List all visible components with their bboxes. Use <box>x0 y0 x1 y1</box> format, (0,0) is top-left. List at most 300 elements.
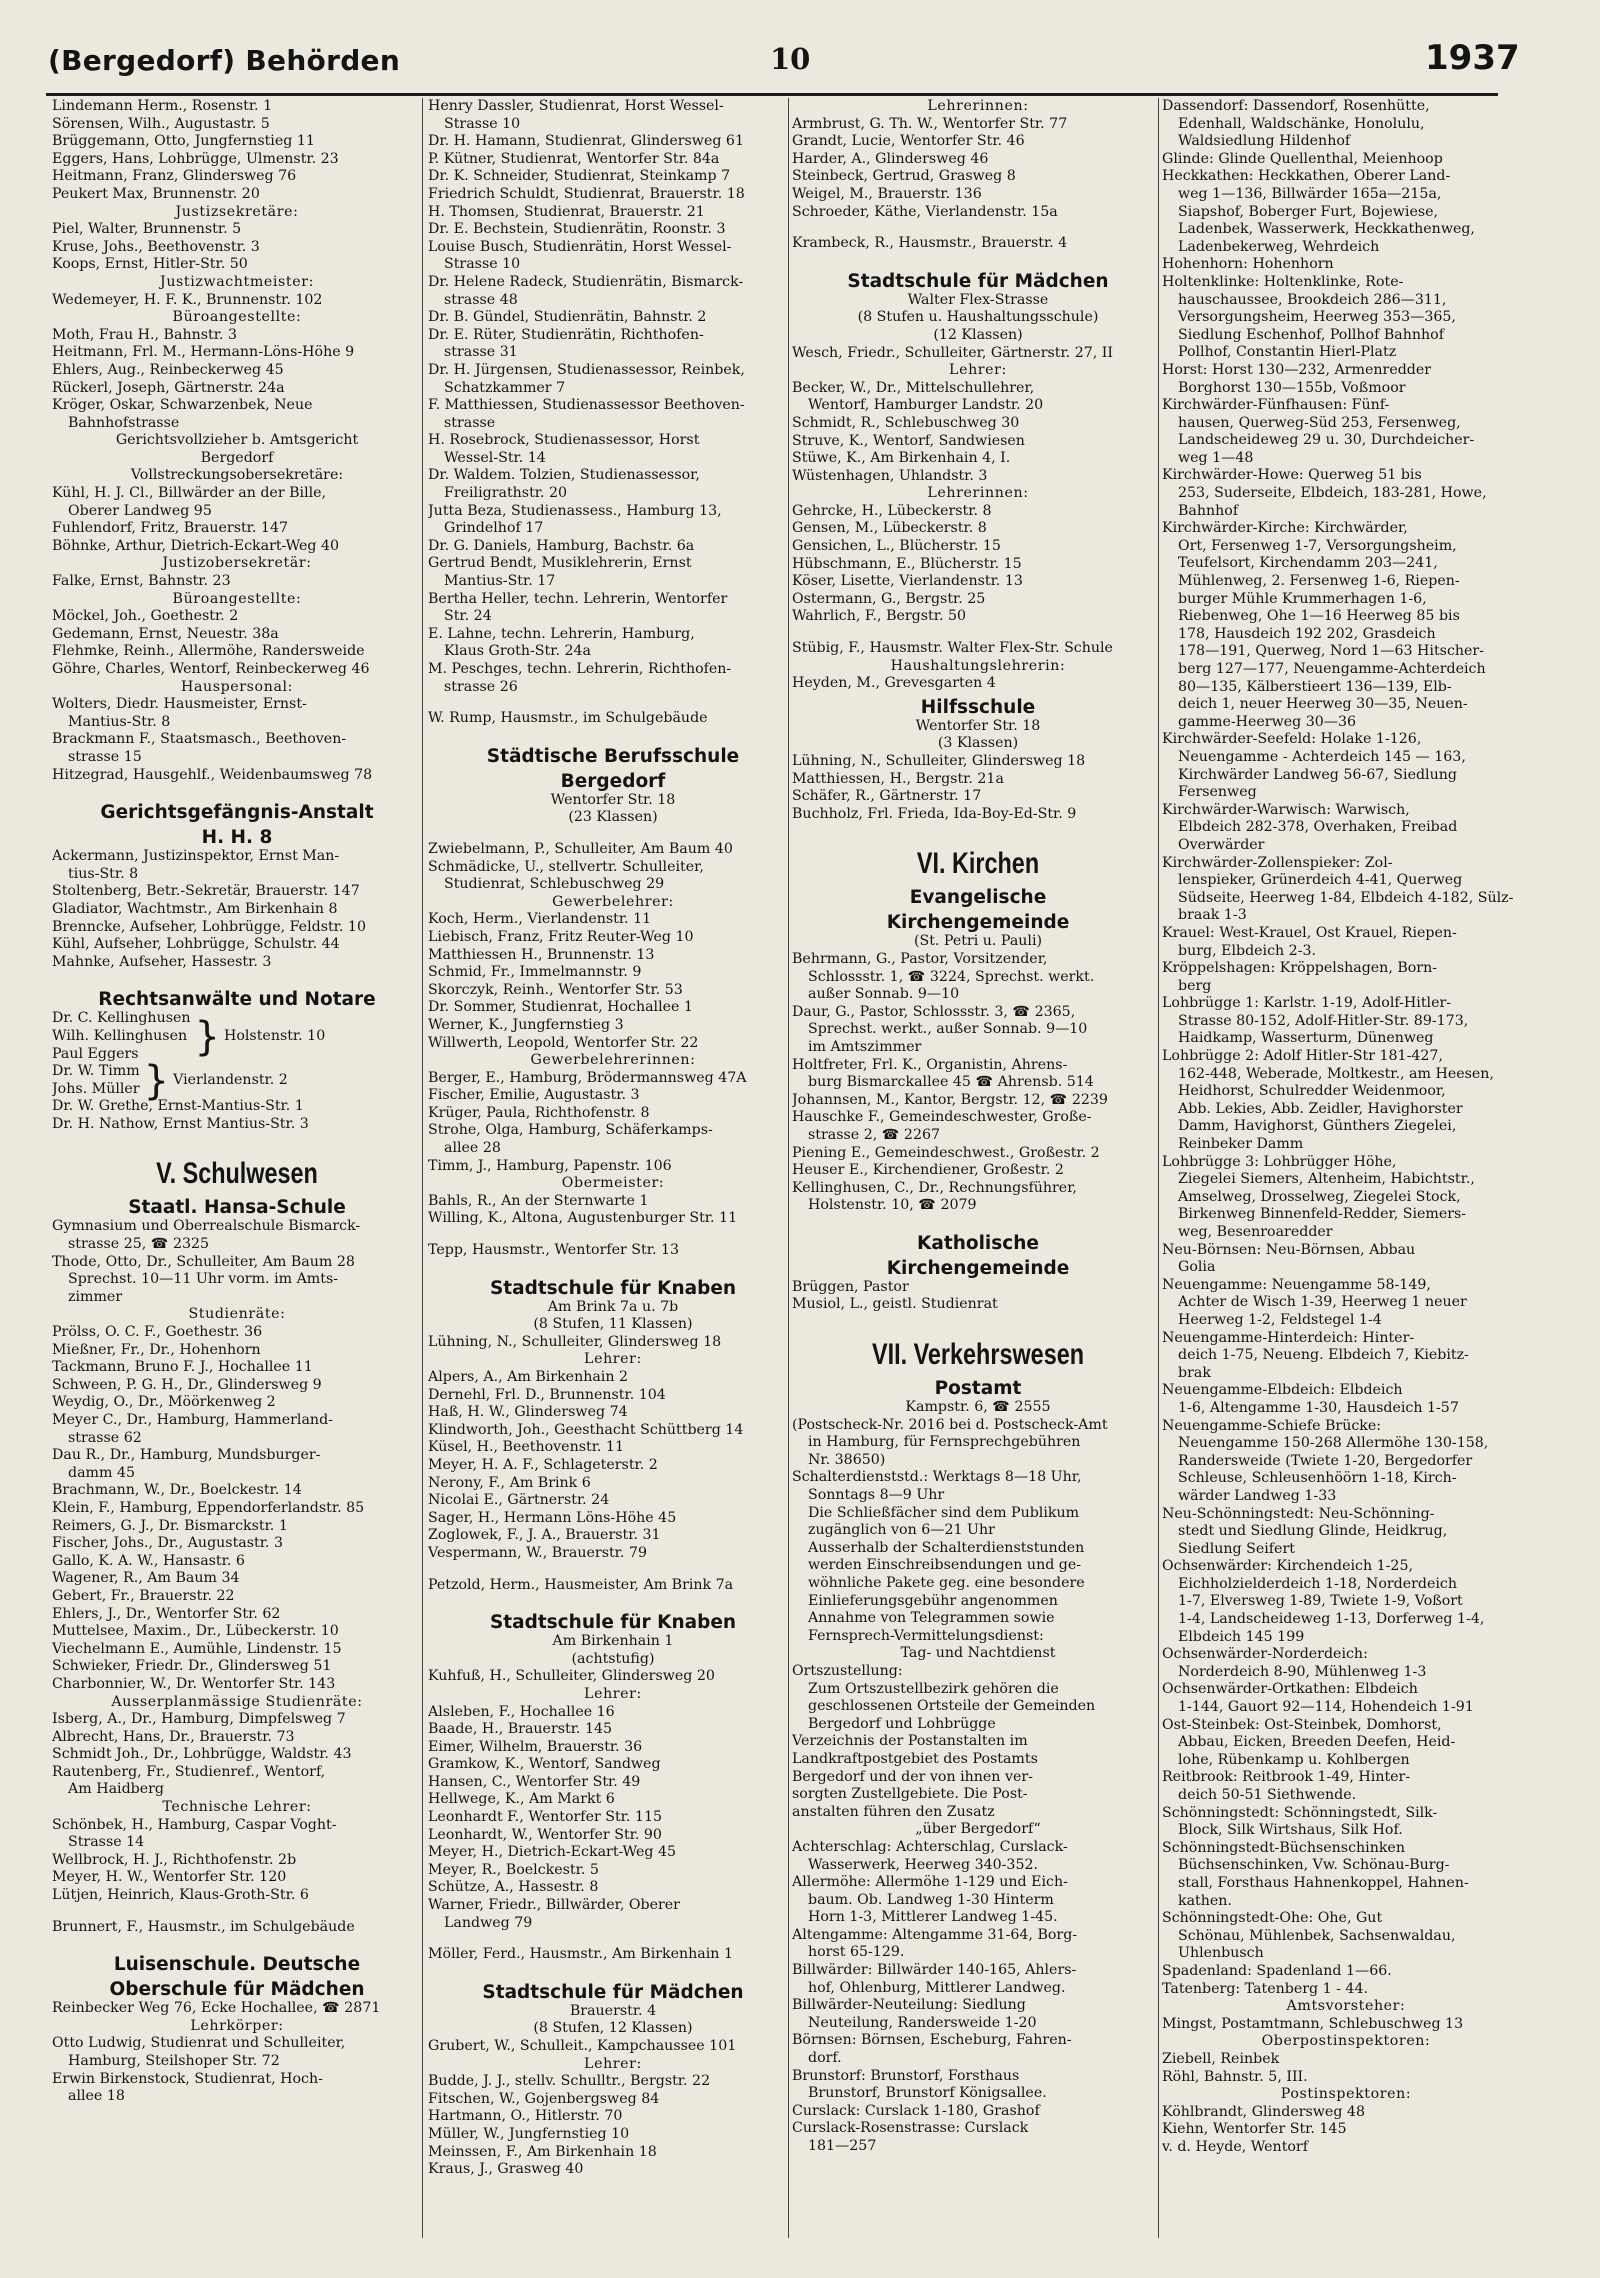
entry-line: Billwärder-Neuteilung: Siedlung <box>792 1997 1026 2014</box>
entry-line: Bahls, R., An der Sternwarte 1 <box>428 1192 649 1209</box>
entry-continuation: Bahnhofstrasse <box>68 414 180 431</box>
entry-continuation: Nr. 38650) <box>808 1451 886 1468</box>
entry-continuation: Landscheideweg 29 u. 30, Durchdeicher- <box>1178 432 1475 449</box>
entry-line: Meyer C., Dr., Hamburg, Hammerland- <box>52 1412 333 1428</box>
entry-line: Dr. W. Grethe, Ernst-Mantius-Str. 1 <box>52 1098 304 1115</box>
entry-line: Ziebell, Reinbek <box>1162 2050 1280 2067</box>
grouped-address: Vierlandenstr. 2 <box>173 1071 288 1088</box>
entry-line: Ehlers, Aug., Reinbeckerweg 45 <box>52 361 284 378</box>
entry-continuation: deich 1-75, Neueng. Elbdeich 7, Kiebitz- <box>1178 1347 1469 1364</box>
spacer <box>428 1964 798 1978</box>
entry-line: Ochsenwärder-Norderdeich: <box>1162 1646 1368 1663</box>
entry-line: Gehrcke, H., Lübeckerstr. 8 <box>792 502 992 519</box>
entry-line: M. Peschges, techn. Lehrerin, Richthofen- <box>428 661 732 677</box>
entry-continuation: Sprechst. werkt., außer Sonnab. 9—10 <box>808 1021 1088 1038</box>
spacer <box>52 1133 422 1147</box>
entry-line: Börnsen: Börnsen, Escheburg, Fahren- <box>792 2032 1072 2049</box>
entry-continuation: wöhnliche Pakete geg. eine besondere <box>808 1575 1085 1591</box>
entry-line: Charbonnier, W., Dr. Wentorfer Str. 143 <box>52 1675 336 1692</box>
entry-continuation: Sprechst. 10—11 Uhr vorm. im Amts- <box>68 1271 339 1288</box>
section-heading: Stadtschule für Mädchen <box>482 1981 744 2003</box>
centered-line: Walter Flex-Strasse <box>907 291 1049 308</box>
entry-continuation: Achter de Wisch 1-39, Heerweg 1 neuer <box>1178 1294 1467 1311</box>
entry-line: Schmädicke, U., stellvertr. Schulleiter, <box>428 858 704 875</box>
entry-continuation: Am Haidberg <box>68 1781 165 1798</box>
grouped-entry <box>52 1010 422 1063</box>
entry-continuation: Elbdeich 282-378, Overhaken, Freibad <box>1178 819 1458 836</box>
entry-line: Brüggen, Pastor <box>792 1278 909 1295</box>
entry-continuation: braak 1-3 <box>1178 907 1247 924</box>
entry-continuation: Overwärder <box>1178 836 1265 853</box>
entry-line: Wolters, Diedr. Hausmeister, Ernst- <box>52 696 307 713</box>
subheading: Technische Lehrer: <box>162 1799 312 1816</box>
entry-line: Kröppelshagen: Kröppelshagen, Born- <box>1162 960 1438 977</box>
entry-line: Steinbeck, Gertrud, Grasweg 8 <box>792 168 1016 185</box>
entry-line: Meyer, H. W., Wentorfer Str. 120 <box>52 1869 287 1886</box>
chapter-heading: V. Schulwesen <box>156 1157 318 1191</box>
entry-continuation: Büchsenschinken, Vw. Schönau-Burg- <box>1178 1857 1450 1874</box>
entry-line: Mingst, Postamtmann, Schlebuschweg 13 <box>1162 2015 1464 2032</box>
entry-line: Neuengamme-Elbdeich: Elbdeich <box>1162 1382 1403 1399</box>
entry-continuation: im Amtszimmer <box>808 1038 922 1055</box>
entry-line: Matthiessen H., Brunnenstr. 13 <box>428 946 655 963</box>
section-heading: Städtische Berufsschule <box>486 745 740 767</box>
entry-line: Curslack-Rosenstrasse: Curslack <box>792 2120 1029 2137</box>
entry-line: Harder, A., Glindersweg 46 <box>792 150 989 167</box>
entry-line: Heitmann, Frl. M., Hermann-Löns-Höhe 9 <box>52 344 355 361</box>
entry-line: Schwieker, Friedr. Dr., Glindersweg 51 <box>52 1658 332 1675</box>
entry-line: Brenncke, Aufseher, Lohbrügge, Feldstr. 10 <box>52 918 366 935</box>
entry-line: Reitbrook: Reitbrook 1-49, Hinter- <box>1162 1769 1411 1786</box>
entry-line: Kühl, Aufseher, Lohbrügge, Schulstr. 44 <box>52 936 340 953</box>
centered-line: (achtstufig) <box>571 1650 655 1667</box>
entry-continuation: strasse <box>444 414 496 431</box>
entry-line: Flehmke, Reinh., Allermöhe, Randersweide <box>52 643 365 660</box>
entry-continuation: Sonntags 8—9 Uhr <box>808 1487 945 1504</box>
spacer <box>52 1905 422 1919</box>
entry-continuation: Neuteilung, Randersweide 1-20 <box>808 2014 1037 2031</box>
grouped-name: Wilh. Kellinghusen <box>52 1027 188 1044</box>
entry-line: Dr. Waldem. Tolzien, Studienassessor, <box>428 467 700 484</box>
entry-line: Petzold, Herm., Hausmeister, Am Brink 7a <box>428 1576 734 1593</box>
brace-icon: } <box>194 1013 220 1060</box>
entry-line: Ochsenwärder: Kirchendeich 1-25, <box>1162 1558 1413 1575</box>
entry-continuation: allee 28 <box>444 1140 501 1157</box>
entry-line: Liebisch, Franz, Fritz Reuter-Weg 10 <box>428 928 694 945</box>
spacer <box>52 1936 422 1950</box>
centered-line: Am Brink 7a u. 7b <box>547 1298 679 1315</box>
spacer <box>792 253 1164 267</box>
entry-line: Wahrlich, F., Bergstr. 50 <box>792 608 967 625</box>
column-divider <box>1158 98 1159 2238</box>
entry-line: Hansen, C., Wentorfer Str. 49 <box>428 1773 641 1790</box>
entry-line: Meyer, R., Boelckestr. 5 <box>428 1861 599 1878</box>
entry-continuation: Holstenstr. 10, ☎ 2079 <box>808 1197 977 1214</box>
entry-continuation: Schönau, Mühlenbek, Sachsenwaldau, <box>1178 1927 1456 1944</box>
entry-continuation: Teufelsort, Kirchendamm 203—241, <box>1178 555 1438 572</box>
entry-continuation: Abbau, Eicken, Breeden Deefen, Heid- <box>1178 1734 1456 1751</box>
entry-line: Krauel: West-Krauel, Ost Krauel, Riepen- <box>1162 924 1457 941</box>
entry-continuation: zugänglich von 6—21 Uhr <box>808 1522 995 1539</box>
entry-line: Weydig, O., Dr., Möörkenweg 2 <box>52 1394 276 1411</box>
entry-line: Heyden, M., Grevesgarten 4 <box>792 675 996 692</box>
entry-line: Böhnke, Arthur, Dietrich-Eckart-Weg 40 <box>52 537 340 554</box>
spacer <box>428 1594 798 1608</box>
entry-line: Schroeder, Käthe, Vierlandenstr. 15a <box>792 203 1058 220</box>
entry-line: Schönningstedt-Büchsenschinken <box>1162 1839 1405 1856</box>
entry-line: P. Kütner, Studienrat, Wentorfer Str. 84a <box>428 150 720 167</box>
entry-line: Viechelmann E., Aumühle, Lindenstr. 15 <box>52 1640 342 1657</box>
entry-line: Struve, K., Wentorf, Sandwiesen <box>792 432 1025 449</box>
entry-line: Prölss, O. C. F., Goethestr. 36 <box>52 1324 263 1341</box>
entry-line: Thode, Otto, Dr., Schulleiter, Am Baum 28 <box>52 1253 355 1270</box>
entry-line: Landkraftpostgebiet des Postamts <box>792 1750 1038 1767</box>
entry-continuation: Damm, Havighorst, Günthers Ziegelei, <box>1178 1118 1457 1135</box>
entry-line: Schween, P. G. H., Dr., Glindersweg 9 <box>52 1376 322 1393</box>
entry-line: Müller, W., Jungfernstieg 10 <box>428 2125 630 2142</box>
entry-continuation: Horn 1-3, Mittlerer Landweg 1-45. <box>808 1909 1058 1926</box>
section-heading: H. H. 8 <box>201 827 273 849</box>
entry-continuation: Versorgungsheim, Heerweg 353—365, <box>1178 309 1456 326</box>
running-head: (Bergedorf) Behörden <box>48 44 401 77</box>
section-heading: Stadtschule für Knaben <box>489 1277 737 1299</box>
centered-line: (23 Klassen) <box>568 809 658 826</box>
entry-line: Holtfreter, Frl. K., Organistin, Ahrens- <box>792 1056 1068 1073</box>
column-1 <box>52 98 422 2248</box>
entry-continuation: Waldsiedlung Hildenhof <box>1178 133 1351 150</box>
spacer <box>52 971 422 985</box>
section-heading: Hilfsschule <box>920 696 1036 718</box>
entry-line: Altengamme: Altengamme 31-64, Borg- <box>792 1926 1078 1943</box>
entry-line: Gallo, K. A. W., Hansastr. 6 <box>52 1552 245 1569</box>
section-heading: Postamt <box>934 1378 1022 1400</box>
entry-line: Jutta Beza, Studienassess., Hamburg 13, <box>428 502 722 519</box>
entry-continuation: strasse 26 <box>444 678 518 695</box>
entry-line: Horst: Horst 130—232, Armenredder <box>1162 361 1432 378</box>
entry-line: Skorczyk, Reinh., Wentorfer Str. 53 <box>428 981 683 998</box>
entry-line: Nicolai E., Gärtnerstr. 24 <box>428 1492 610 1509</box>
entry-line: Reimers, G. J., Dr. Bismarckstr. 1 <box>52 1517 288 1534</box>
entry-continuation: Birkenweg Binnenfeld-Redder, Siemers- <box>1178 1206 1467 1223</box>
entry-line: Kirchwärder-Howe: Querweg 51 bis <box>1162 467 1422 484</box>
entry-line: Schönbek, H., Hamburg, Caspar Voght- <box>52 1816 337 1833</box>
entry-continuation: Hamburg, Steilshoper Str. 72 <box>68 2053 280 2069</box>
entry-continuation: Siedlung Eschenhof, Pollhof Bahnhof <box>1178 326 1444 343</box>
entry-continuation: 162-448, Weberade, Moltkestr., am Heesen, <box>1178 1065 1494 1082</box>
entry-line: Gertrud Bendt, Musiklehrerin, Ernst <box>428 555 692 572</box>
entry-continuation: weg 1—48 <box>1178 449 1254 466</box>
entry-continuation: Borghorst 130—155b, Voßmoor <box>1178 379 1406 396</box>
entry-continuation: Reinbeker Damm <box>1178 1136 1304 1153</box>
entry-continuation: Bahnhof <box>1178 502 1239 519</box>
entry-line: Bertha Heller, techn. Lehrerin, Wentorfer <box>428 590 728 607</box>
entry-line: Kirchwärder-Warwisch: Warwisch, <box>1162 801 1410 818</box>
entry-continuation: Strasse 14 <box>68 1834 145 1851</box>
entry-continuation: Pollhof, Constantin Hierl-Platz <box>1178 344 1397 361</box>
entry-line: Erwin Birkenstock, Studienrat, Hoch- <box>52 2070 323 2087</box>
entry-line: Göhre, Charles, Wentorf, Reinbeckerweg 46 <box>52 661 370 677</box>
subheading: Obermeister: <box>561 1175 665 1192</box>
subheading: Haushaltungslehrerin: <box>890 657 1066 674</box>
entry-line: Eggers, Hans, Lohbrügge, Ulmenstr. 23 <box>52 150 339 167</box>
entry-continuation: Wessel-Str. 14 <box>444 449 546 466</box>
entry-line: Möckel, Joh., Goethestr. 2 <box>52 608 239 625</box>
entry-line: Ackermann, Justizinspektor, Ernst Man- <box>52 848 340 865</box>
entry-continuation: deich 1, neuer Heerweg 30—35, Neuen- <box>1178 696 1468 713</box>
entry-continuation: strasse 15 <box>68 748 142 765</box>
entry-line: Becker, W., Dr., Mittelschullehrer, <box>792 379 1035 396</box>
entry-line: Fuhlendorf, Fritz, Brauerstr. 147 <box>52 520 289 537</box>
entry-line: Lohbrügge 3: Lohbrügger Höhe, <box>1162 1153 1397 1170</box>
entry-line: Eimer, Wilhelm, Brauerstr. 36 <box>428 1738 643 1755</box>
entry-continuation: Siapshof, Boberger Furt, Bojewiese, <box>1178 203 1439 220</box>
entry-continuation: Ladenbekerweg, Wehrdeich <box>1178 238 1380 255</box>
centered-line: Tag- und Nachtdienst <box>900 1645 1056 1662</box>
spacer <box>428 728 798 742</box>
entry-line: Nerony, F., Am Brink 6 <box>428 1474 591 1491</box>
entry-line: v. d. Heyde, Wentorf <box>1162 2138 1308 2155</box>
subheading: Amtsvorsteher: <box>1286 1998 1406 2015</box>
subheading: Lehrkörper: <box>190 2017 284 2034</box>
entry-line: Hartmann, O., Hitlerstr. 70 <box>428 2108 623 2125</box>
entry-line: Rückerl, Joseph, Gärtnerstr. 24a <box>52 379 285 396</box>
entry-line: Gymnasium und Oberrealschule Bismarck- <box>52 1218 361 1235</box>
spacer <box>428 1228 798 1242</box>
entry-continuation: 178, Hausdeich 192 202, Grasdeich <box>1178 625 1436 642</box>
entry-line: Daur, G., Pastor, Schlossstr. 3, ☎ 2365, <box>792 1003 1076 1020</box>
entry-line: Kirchwärder-Zollenspieker: Zol- <box>1162 854 1393 871</box>
entry-continuation: Schlossstr. 1, ☎ 3224, Sprechst. werkt. <box>808 968 1095 985</box>
entry-continuation: 80—135, Kälberstieert 136—139, Elb- <box>1178 678 1452 695</box>
entry-continuation: 1-6, Altengamme 1-30, Hausdeich 1-57 <box>1178 1399 1459 1416</box>
column-divider <box>422 98 423 2238</box>
entry-line: Timm, J., Hamburg, Papenstr. 106 <box>428 1157 672 1174</box>
entry-line: Mießner, Fr., Dr., Hohenhorn <box>52 1341 261 1358</box>
entry-continuation: 1-144, Gauort 92—114, Hohendeich 1-91 <box>1178 1699 1474 1716</box>
entry-line: Dr. E. Bechstein, Studienrätin, Roonstr. 3 <box>428 221 726 238</box>
entry-continuation: hof, Ohlenburg, Mittlerer Landweg. <box>808 1979 1066 1996</box>
entry-continuation: Wasserwerk, Heerweg 340-352. <box>808 1856 1039 1873</box>
entry-line: Fischer, Emilie, Augustastr. 3 <box>428 1087 640 1104</box>
subheading: Gewerbelehrer: <box>552 893 674 910</box>
entry-line: H. Rosebrock, Studienassessor, Horst <box>428 432 700 449</box>
entry-line: Wedemeyer, H. F. K., Brunnenstr. 102 <box>52 291 323 308</box>
entry-line: Allermöhe: Allermöhe 1-129 und Eich- <box>792 1874 1068 1891</box>
chapter-heading: VI. Kirchen <box>916 847 1040 881</box>
entry-continuation: Strasse 10 <box>444 256 521 273</box>
entry-line: Stoltenberg, Betr.-Sekretär, Brauerstr. 147 <box>52 883 360 900</box>
entry-line: Kruse, Johs., Beethovenstr. 3 <box>52 238 260 255</box>
centered-line: (8 Stufen, 12 Klassen) <box>533 2020 693 2037</box>
entry-line: Berger, E., Hamburg, Brödermannsweg 47A <box>428 1069 747 1086</box>
entry-line: Sager, H., Hermann Löns-Höhe 45 <box>428 1509 677 1526</box>
subheading: Lehrer: <box>949 362 1007 379</box>
entry-line: Köser, Lisette, Vierlandenstr. 13 <box>792 573 1023 590</box>
entry-continuation: burg Bismarckallee 45 ☎ Ahrensb. 514 <box>808 1074 1094 1091</box>
entry-line: Gladiator, Wachtmstr., Am Birkenhain 8 <box>52 900 338 917</box>
entry-continuation: 253, Suderseite, Elbdeich, 183-281, Howe, <box>1178 485 1487 502</box>
centered-line: Bergedorf <box>200 449 274 466</box>
entry-line: Lohbrügge 1: Karlstr. 1-19, Adolf-Hitler- <box>1162 995 1452 1012</box>
subheading: Justizobersekretär: <box>162 555 312 572</box>
section-heading: Kirchengemeinde <box>886 1257 1070 1279</box>
entry-continuation: weg 1—136, Billwärder 165a—215a, <box>1178 185 1442 202</box>
entry-line: Dr. G. Daniels, Hamburg, Bachstr. 6a <box>428 537 695 554</box>
column-divider <box>788 98 789 2238</box>
entry-line: Hauschke F., Gemeindeschwester, Große- <box>792 1109 1092 1126</box>
entry-line: Peukert Max, Brunnenstr. 20 <box>52 185 260 202</box>
entry-line: Kiehn, Wentorfer Str. 145 <box>1162 2121 1347 2138</box>
entry-line: Albrecht, Hans, Dr., Brauerstr. 73 <box>52 1728 295 1745</box>
entry-line: Hellwege, K., Am Markt 6 <box>428 1791 615 1808</box>
entry-continuation: baum. Ob. Landweg 1-30 Hinterm <box>808 1891 1054 1908</box>
entry-continuation: Block, Silk Wirtshaus, Silk Hof. <box>1178 1822 1403 1839</box>
section-heading: Kirchengemeinde <box>886 912 1070 934</box>
grouped-entry <box>52 1057 422 1104</box>
entry-line: Reinbecker Weg 76, Ecke Hochallee, ☎ 2871 <box>52 2000 381 2017</box>
entry-line: Neuengamme: Neuengamme 58-149, <box>1162 1276 1431 1293</box>
entry-line: H. Thomsen, Studienrat, Brauerstr. 21 <box>428 203 705 220</box>
entry-line: Meyer, H. A. F., Schlageterstr. 2 <box>428 1456 658 1473</box>
entry-line: Ehlers, J., Dr., Wentorfer Str. 62 <box>52 1605 281 1622</box>
entry-line: Gedemann, Ernst, Neuestr. 38a <box>52 625 279 642</box>
subheading: Justizsekretäre: <box>175 203 299 220</box>
section-heading: Staatl. Hansa-Schule <box>128 1197 346 1219</box>
entry-line: Kröger, Oskar, Schwarzenbek, Neue <box>52 397 313 414</box>
subheading: Oberpostinspektoren: <box>1261 2033 1431 2050</box>
entry-continuation: Brunstorf, Brunstorf Königsallee. <box>808 2085 1047 2102</box>
chapter-heading: VII. Verkehrswesen <box>871 1338 1085 1372</box>
entry-line: Röhl, Bahnstr. 5, III. <box>1162 2068 1308 2085</box>
entry-line: Lütjen, Heinrich, Klaus-Groth-Str. 6 <box>52 1887 309 1904</box>
entry-continuation: dorf. <box>808 2050 842 2067</box>
entry-continuation: tius-Str. 8 <box>68 865 139 882</box>
entry-continuation: weg, Besenroaredder <box>1178 1224 1333 1240</box>
entry-continuation: Neuengamme 150-268 Allermöhe 130-158, <box>1178 1435 1489 1452</box>
centered-line: Kampstr. 6, ☎ 2555 <box>905 1399 1051 1416</box>
entry-continuation: Klaus Groth-Str. 24a <box>444 643 591 660</box>
entry-continuation: Elbdeich 145 199 <box>1178 1628 1305 1645</box>
entry-line: Holtenklinke: Holtenklinke, Rote- <box>1162 273 1404 290</box>
spacer <box>428 1932 798 1946</box>
entry-continuation: zimmer <box>68 1288 123 1305</box>
entry-line: Dau R., Dr., Hamburg, Mundsburger- <box>52 1447 321 1464</box>
entry-line: Brüggemann, Otto, Jungfernstieg 11 <box>52 133 315 150</box>
entry-line: Klein, F., Hamburg, Eppendorferlandstr. 85 <box>52 1499 365 1516</box>
entry-continuation: strasse 31 <box>444 344 518 361</box>
entry-line: Alpers, A., Am Birkenhain 2 <box>428 1369 629 1385</box>
entry-line: Schmidt, R., Schlebuschweg 30 <box>792 414 1020 431</box>
entry-line: Krüger, Paula, Richthofenstr. 8 <box>428 1104 650 1121</box>
entry-continuation: Randersweide (Twiete 1-20, Bergedorfer <box>1178 1452 1473 1469</box>
entry-line: Kellinghusen, C., Dr., Rechnungsführer, <box>792 1179 1077 1196</box>
entry-line: Küsel, H., Beethovenstr. 11 <box>428 1439 624 1456</box>
entry-line: Fischer, Johs., Dr., Augustastr. 3 <box>52 1535 283 1552</box>
entry-continuation: allee 18 <box>68 2088 125 2105</box>
section-heading: Katholische <box>917 1232 1039 1254</box>
entry-line: Lindemann Herm., Rosenstr. 1 <box>52 98 273 114</box>
entry-continuation: Neuengamme - Achterdeich 145 — 163, <box>1178 748 1466 765</box>
entry-line: Ortszustellung: <box>792 1662 903 1679</box>
entry-continuation: Golia <box>1178 1259 1216 1276</box>
entry-continuation: Bergedorf und Lohbrügge <box>808 1715 996 1732</box>
entry-line: Leonhardt, W., Wentorfer Str. 90 <box>428 1826 662 1843</box>
entry-continuation: Ziegelei Siemers, Altenheim, Habichtstr., <box>1178 1171 1475 1188</box>
entry-continuation: Studienrat, Schlebuschweg 29 <box>444 876 665 893</box>
subheading: Ausserplanmässige Studienräte: <box>111 1693 363 1710</box>
entry-continuation: Ladenbek, Wasserwerk, Heckkathenweg, <box>1178 221 1475 238</box>
entry-continuation: außer Sonnab. 9—10 <box>808 986 960 1003</box>
entry-continuation: brak <box>1178 1364 1211 1381</box>
centered-line: Vollstreckungsobersekretäre: <box>130 467 344 484</box>
centered-line: Gerichtsvollzieher b. Amtsgericht <box>115 432 359 449</box>
entry-continuation: hausen, Querweg-Süd 253, Fersenweg, <box>1178 414 1461 431</box>
entry-line: Kirchwärder-Seefeld: Holake 1-126, <box>1162 731 1422 748</box>
entry-continuation: Mantius-Str. 17 <box>444 573 556 590</box>
entry-line: Brackmann F., Staatsmasch., Beethoven- <box>52 731 347 748</box>
entry-continuation: Ort, Fersenweg 1-7, Versorgungsheim, <box>1178 537 1457 554</box>
entry-line: Zwiebelmann, P., Schulleiter, Am Baum 40 <box>428 840 733 857</box>
entry-line: Werner, K., Jungfernstieg 3 <box>428 1016 624 1033</box>
entry-line: Falke, Ernst, Bahnstr. 23 <box>52 573 231 590</box>
entry-continuation: Einlieferungsgebühr angenommen <box>808 1592 1058 1609</box>
entry-line: Baade, H., Brauerstr. 145 <box>428 1721 613 1738</box>
entry-line: Grandt, Lucie, Wentorfer Str. 46 <box>792 133 1025 150</box>
entry-line: Mahnke, Aufseher, Hassestr. 3 <box>52 953 272 970</box>
page-number: 10 <box>770 42 811 76</box>
entry-continuation: Oberer Landweg 95 <box>68 502 212 519</box>
entry-line: Budde, J. J., stellv. Schulltr., Bergstr. 22 <box>428 2073 711 2090</box>
entry-line: Dassendorf: Dassendorf, Rosenhütte, <box>1162 98 1430 114</box>
section-heading: Gerichtsgefängnis-Anstalt <box>100 802 374 824</box>
entry-line: (Postscheck-Nr. 2016 bei d. Postscheck-Amt <box>792 1416 1108 1433</box>
entry-continuation: Riebenweg, Ohe 1—16 Heerweg 85 bis <box>1178 608 1460 625</box>
brace-icon: } <box>143 1057 170 1104</box>
entry-continuation: Fersenweg <box>1178 784 1257 801</box>
entry-continuation: lohe, Rübenkamp u. Kohlbergen <box>1178 1751 1410 1768</box>
year-label: 1937 <box>1425 38 1520 78</box>
grouped-name: Paul Eggers <box>52 1045 139 1062</box>
entry-line: Fitschen, W., Gojenbergsweg 84 <box>428 2090 660 2107</box>
entry-line: Dr. Sommer, Studienrat, Hochallee 1 <box>428 999 693 1016</box>
entry-continuation: hauschaussee, Brookdeich 286—311, <box>1178 291 1447 308</box>
entry-line: Hitzegrad, Hausgehlf., Weidenbaumsweg 78 <box>52 766 373 783</box>
entry-continuation: berg 127—177, Neuengamme-Achterdeich <box>1178 661 1486 677</box>
entry-line: E. Lahne, techn. Lehrerin, Hamburg, <box>428 625 695 642</box>
entry-continuation: Schatzkammer 7 <box>444 379 566 396</box>
entry-line: Lühning, N., Schulleiter, Glindersweg 18 <box>428 1333 722 1350</box>
grouped-names <box>52 1010 191 1063</box>
entry-continuation: Schleuse, Schleusenhöörn 1-18, Kirch- <box>1178 1470 1457 1487</box>
section-heading: Evangelische <box>909 887 1047 909</box>
entry-line: Brachmann, W., Dr., Boelckestr. 14 <box>52 1482 302 1499</box>
entry-continuation: Heerweg 1-2, Feldstegel 1-4 <box>1178 1311 1382 1328</box>
subheading: Lehrerinnen: <box>927 485 1029 502</box>
entry-line: Dr. B. Gündel, Studienrätin, Bahnstr. 2 <box>428 309 707 326</box>
spacer <box>428 827 798 841</box>
entry-line: Kraus, J., Grasweg 40 <box>428 2161 584 2178</box>
entry-line: Tatenberg: Tatenberg 1 - 44. <box>1162 1980 1368 1997</box>
entry-line: Wellbrock, H. J., Richthofenstr. 2b <box>52 1851 297 1868</box>
spacer <box>428 696 798 710</box>
centered-line: „über Bergedorf“ <box>915 1821 1041 1838</box>
entry-continuation: damm 45 <box>68 1464 136 1481</box>
entry-line: F. Matthiessen, Studienassessor Beethoven- <box>428 397 745 414</box>
subheading: Studienräte: <box>188 1306 286 1323</box>
entry-continuation: lenspieker, Grünerdeich 4-41, Querweg <box>1178 872 1463 889</box>
entry-line: Hübschmann, E., Blücherstr. 15 <box>792 555 1022 572</box>
entry-line: Heuser E., Kirchendiener, Großestr. 2 <box>792 1162 1064 1179</box>
